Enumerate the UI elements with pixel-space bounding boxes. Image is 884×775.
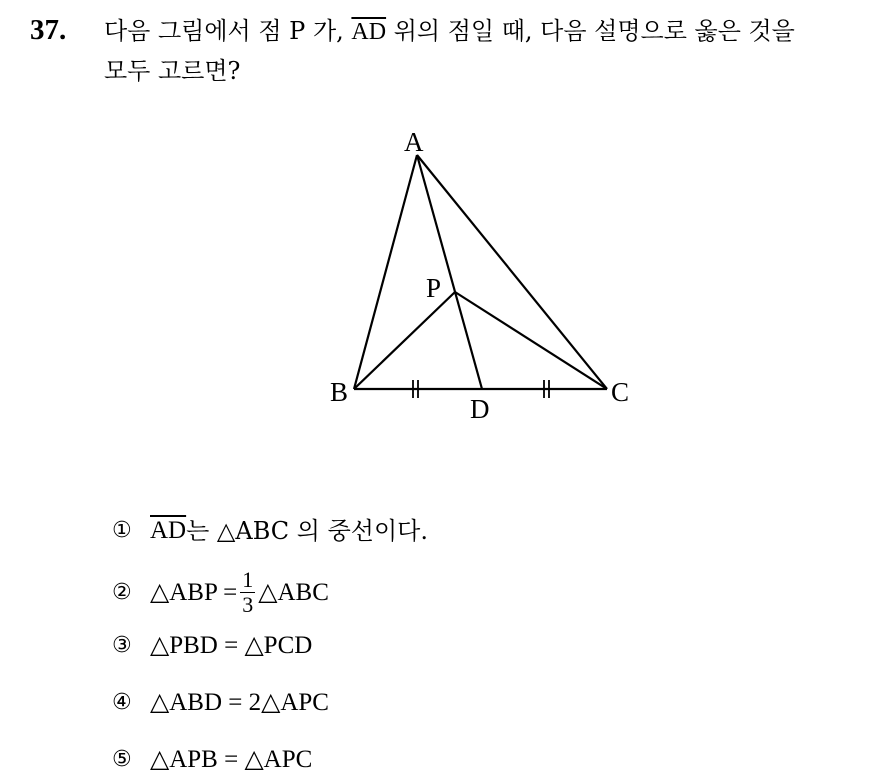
option-3-text: △PBD = △PCD [150, 632, 313, 659]
segment-pb [354, 292, 455, 389]
segment-ab [354, 155, 417, 389]
question-stem-line2: 모두 고르면? [104, 57, 241, 85]
segment-ad [417, 155, 482, 389]
option-2-lhs: △ABP = [150, 578, 238, 606]
option-2-fraction [240, 568, 255, 617]
question-number: 37. [30, 14, 67, 46]
option-1-text: 는 △ABC 의 중선이다. [186, 517, 428, 545]
option-1[interactable] [112, 516, 428, 546]
label-p: P [426, 273, 442, 303]
option-1-marker: ① [112, 518, 132, 543]
stem-text-b: 위의 점일 때, 다음 설명으로 옳은 것을 [386, 17, 795, 45]
option-2[interactable] [112, 568, 329, 617]
fraction-denominator: 3 [242, 592, 254, 617]
option-2-marker: ② [112, 579, 132, 605]
fraction-numerator: 1 [242, 567, 254, 592]
label-c: C [611, 377, 630, 407]
option-5-text: △APB = △APC [150, 746, 313, 773]
segment-ad-overline: $\overline{AD}$ [351, 19, 387, 45]
option-5-marker: ⑤ [112, 747, 132, 772]
option-1-segment: $\overline{AD}$ [150, 517, 187, 544]
label-d: D [470, 394, 490, 424]
option-2-rhs: △ABC [258, 578, 329, 606]
segment-ac [417, 155, 607, 389]
stem-text-a: 다음 그림에서 점 P 가, [104, 17, 352, 45]
label-b: B [330, 377, 349, 407]
option-4-text: △ABD = 2△APC [150, 689, 329, 716]
option-3-marker: ③ [112, 633, 132, 658]
option-3[interactable] [112, 631, 312, 661]
option-4[interactable] [112, 688, 329, 718]
option-4-marker: ④ [112, 690, 132, 715]
label-a: A [404, 127, 424, 157]
